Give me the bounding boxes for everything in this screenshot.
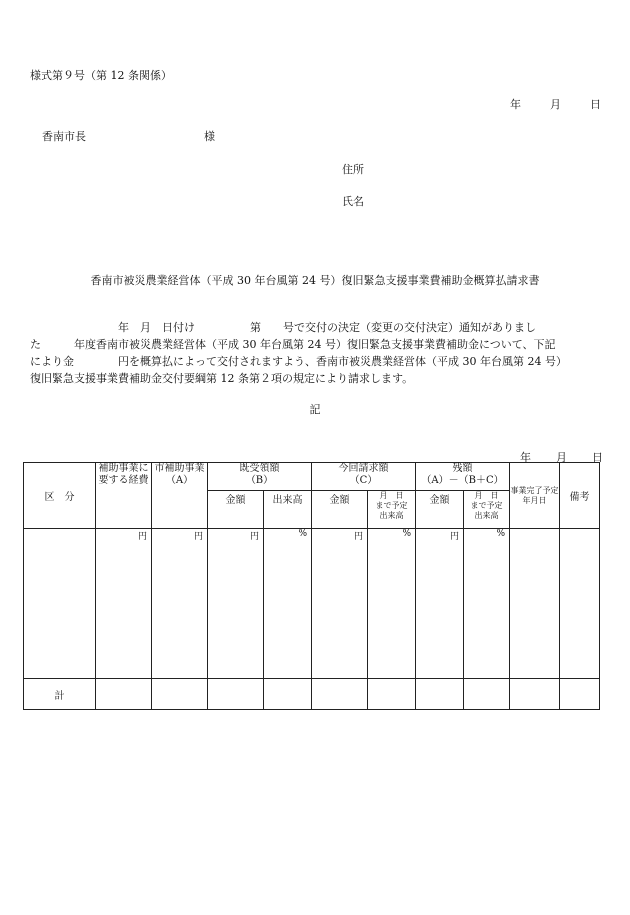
body-line: により金 円を概算払によって交付されますよう、香南市被災農業経営体（平成 30 年台風第 24 号）	[30, 355, 567, 368]
table-date-month: 月	[556, 451, 567, 464]
table-row	[24, 529, 600, 679]
table-date-year: 年	[520, 451, 531, 464]
cell-biko	[560, 529, 600, 679]
name-label: 氏名	[342, 195, 364, 208]
ki-heading: 記	[309, 403, 321, 416]
kubun-header: 区 分	[24, 463, 96, 529]
col-zan-formula: （A）－（B＋C）	[421, 475, 504, 486]
recipient-mayor: 香南市長	[42, 130, 86, 143]
zan-kingaku: 金額	[416, 491, 464, 529]
zan-made-yotei: まで予定	[470, 501, 503, 510]
document-title: 香南市被災農業経営体（平成 30 年台風第 24 号）復旧緊急支援事業費補助金概算払請求書	[90, 274, 540, 287]
submission-date	[510, 96, 601, 112]
cell-konkai-kingaku: 円	[312, 529, 368, 679]
total-cell	[416, 679, 464, 710]
col-konkai-c: （C）	[349, 475, 378, 486]
cell-hojo-jigyo: 円	[96, 529, 152, 679]
konkai-yotei-dekidaka	[368, 491, 416, 529]
total-cell	[560, 679, 600, 710]
cell-zan-dekidaka: %	[464, 529, 510, 679]
col-kanryo: 事業完了予定年月日	[510, 463, 560, 529]
cell-shi-hojo: 円	[152, 529, 208, 679]
date-year: 年	[510, 98, 521, 111]
col-hojo-jigyo: 補助事業に要する経費	[96, 463, 152, 529]
kiju-dekidaka: 出来高	[264, 491, 312, 529]
cell-kanryo	[510, 529, 560, 679]
total-cell	[510, 679, 560, 710]
konkai-tsuki-hi: 月 日	[379, 491, 404, 500]
kiju-kingaku: 金額	[208, 491, 264, 529]
body-line: 復旧緊急支援事業費補助金交付要綱第 12 条第２項の規定により請求します。	[30, 372, 414, 385]
total-cell	[368, 679, 416, 710]
zan-dekidaka: 出来高	[474, 511, 499, 520]
col-konkai-label: 今回請求額	[338, 463, 389, 474]
total-cell	[264, 679, 312, 710]
cell-kiju-dekidaka: %	[264, 529, 312, 679]
claim-table	[23, 462, 600, 710]
zan-yotei-dekidaka	[464, 491, 510, 529]
total-cell	[96, 679, 152, 710]
col-zan	[416, 463, 510, 491]
col-konkai	[312, 463, 416, 491]
date-day: 日	[590, 98, 601, 111]
konkai-made-yotei: まで予定	[375, 501, 408, 510]
cell-konkai-dekidaka: %	[368, 529, 416, 679]
col-kiju	[208, 463, 312, 491]
body-line: 年 月 日付け 第 号で交付の決定（変更の交付決定）通知がありまし	[30, 321, 536, 334]
col-kiju-b: （B）	[245, 475, 274, 486]
request-body	[30, 319, 605, 387]
total-cell	[208, 679, 264, 710]
form-number: 様式第９号（第 12 条関係）	[30, 69, 172, 82]
total-row	[24, 679, 600, 710]
col-biko: 備考	[560, 463, 600, 529]
total-cell	[312, 679, 368, 710]
col-kiju-label: 既受領額	[239, 463, 280, 474]
col-shi-hojo: 市補助事業（A）	[152, 463, 208, 529]
cell-zan-kingaku: 円	[416, 529, 464, 679]
zan-tsuki-hi: 月 日	[474, 491, 499, 500]
body-line: た 年度香南市被災農業経営体（平成 30 年台風第 24 号）復旧緊急支援事業費補助金について、下記	[30, 338, 556, 351]
total-cell	[464, 679, 510, 710]
col-zan-label: 残額	[452, 463, 473, 474]
recipient-honorific: 様	[204, 130, 215, 143]
table-date-day: 日	[592, 451, 603, 464]
address-label: 住所	[342, 163, 364, 176]
konkai-kingaku: 金額	[312, 491, 368, 529]
date-month: 月	[550, 98, 561, 111]
total-cell	[152, 679, 208, 710]
cell-kiju-kingaku: 円	[208, 529, 264, 679]
konkai-dekidaka: 出来高	[379, 511, 404, 520]
total-label: 計	[24, 679, 96, 710]
row-kubun-cell	[24, 529, 96, 679]
